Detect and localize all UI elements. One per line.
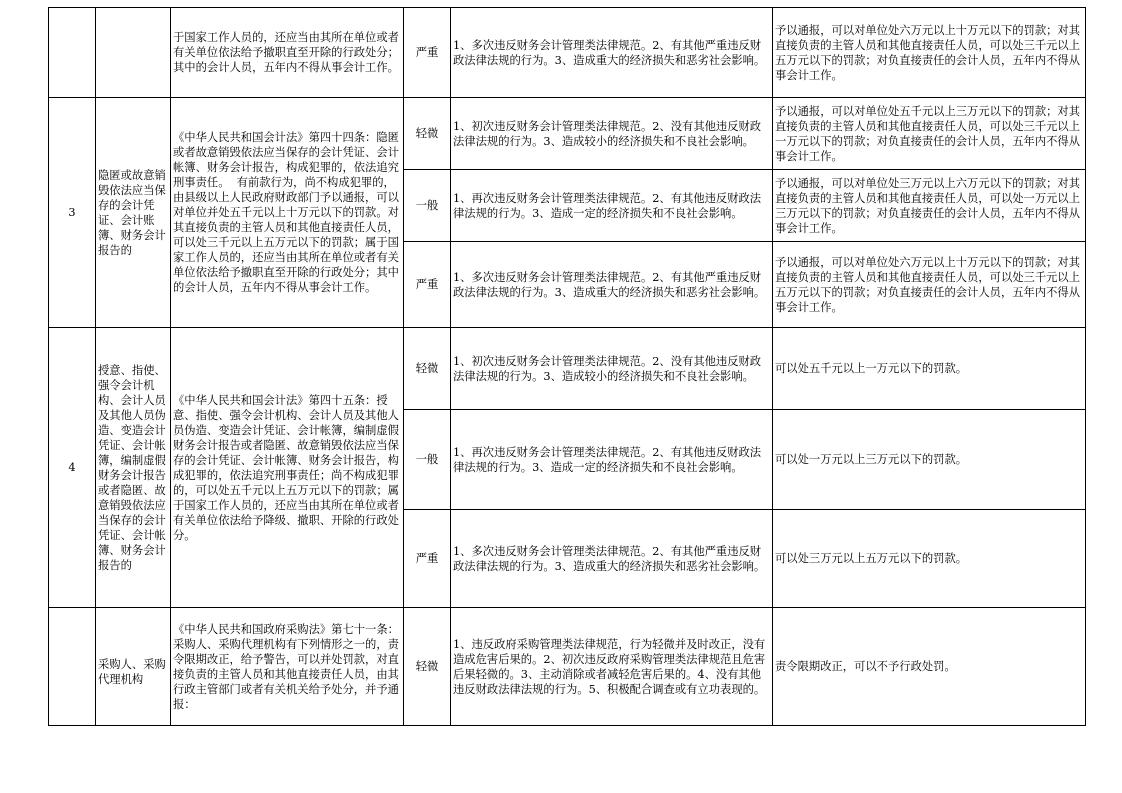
legal-basis-text: 《中华人民共和国会计法》第四十四条：隐匿或者故意销毁依法应当保存的会计凭证、会计帐簿、财务会计报告，构成犯罪的，依法追究刑事责任。 有前款行为，尚不构成犯罪的，由县级以上人民政府财政部门予以通报，可以对单位并处五千元以上十万元以下的罚款。对其直接负责的主管人员和其他直接责任人员，可以处三千元以上五万元以下的罚款；属于国家工作人员的，还应当由其所在单位或者有关单位依法给予撤职直至开除的行政处分；其中的会计人员，五年内不得从事会计工作。: [173, 131, 399, 294]
violation-cell: 授意、指使、强令会计机构、会计人员及其他人员伪造、变造会计凭证、会计帐簿，编制虚假财务会计报告或者隐匿、故意销毁依法应当保存的会计凭证、会计帐簿、财务会计报告的: [96, 328, 171, 608]
table-row: [49, 328, 1086, 410]
situation-cell: 1、初次违反财务会计管理类法律规范。2、没有其他违反财政法律法规的行为。3、造成较小的经济损失和不良社会影响。: [451, 328, 773, 410]
legal-basis-text: 《中华人民共和国会计法》第四十五条：授意、指使、强令会计机构、会计人员及其他人员伪造、变造会计凭证、会计帐簿，编制虚假财务会计报告或者隐匿、故意销毁依法应当保存的会计凭证、会计帐簿、财务会计报告，构成犯罪的，依法追究刑事责任；尚不构成犯罪的，可以处五千元以上五万元以下的罚款；属于国家工作人员的，还应当由其所在单位或者有关单位依法给予降级、撤职、开除的行政处分。: [173, 393, 399, 542]
penalty-cell: 可以处一万元以上三万元以下的罚款。: [773, 410, 1086, 510]
violation-text: 采购人、采购代理机构: [98, 657, 166, 686]
item-index-cell: [49, 8, 96, 98]
situation-cell: 1、多次违反财务会计管理类法律规范。2、有其他严重违反财政法律法规的行为。3、造成重大的经济损失和恶劣社会影响。: [451, 510, 773, 608]
item-index: 3: [49, 98, 96, 328]
legal-basis-cell: [171, 98, 404, 328]
item-index: [49, 608, 96, 726]
penalty-cell: 予以通报，可以对单位处五千元以上三万元以下的罚款；对其直接负责的主管人员和其他直接责任人员，可以处三千元以上一万元以下的罚款；对负直接责任的会计人员，五年内不得从事会计工作。: [773, 98, 1086, 170]
penalty-cell: 责令限期改正，可以不予行政处罚。: [773, 608, 1086, 726]
penalty-cell: 可以处五千元以上一万元以下的罚款。: [773, 328, 1086, 410]
table-viewport: [48, 23, 1085, 726]
table-row: [49, 98, 1086, 170]
legal-basis-cell: [171, 608, 404, 726]
penalty-cell: 予以通报，可以对单位处三万元以上六万元以下的罚款；对其直接负责的主管人员和其他直接责任人员，可以处一万元以上三万元以下的罚款；对负直接责任的会计人员，五年内不得从事会计工作。: [773, 170, 1086, 242]
situation-cell: 1、初次违反财务会计管理类法律规范。2、没有其他违反财政法律法规的行为。3、造成较小的经济损失和不良社会影响。: [451, 98, 773, 170]
violation-cell: [96, 608, 171, 726]
table-row: [49, 8, 1086, 98]
situation-cell: 1、违反政府采购管理类法律规范，行为轻微并及时改正，没有造成危害后果的。2、初次违反政府采购管理类法律规范且危害后果轻微的。3、主动消除或者减轻危害后果的。4、没有其他违反财政法律法规的行为。5、积极配合调查或有立功表现的。: [451, 608, 773, 726]
severity-level: 轻微: [404, 328, 451, 410]
severity-level: 轻微: [404, 608, 451, 726]
penalty-cell: 予以通报，可以对单位处六万元以上十万元以下的罚款；对其直接负责的主管人员和其他直接责任人员，可以处三千元以上五万元以下的罚款；对负直接责任的会计人员，五年内不得从事会计工作。: [773, 242, 1086, 328]
table-row: [49, 608, 1086, 726]
legal-basis-cell: [171, 8, 404, 98]
legal-basis-text: 于国家工作人员的，还应当由其所在单位或者有关单位依法给予撤职直至开除的行政处分；其中的会计人员，五年内不得从事会计工作。: [173, 31, 399, 74]
legal-basis-text: 《中华人民共和国政府采购法》第七十一条：采购人、采购代理机构有下列情形之一的，责令限期改正，给予警告，可以并处罚款，对直接负责的主管人员和其他直接责任人员，由其行政主管部门或者有关机关给予处分，并予通报：: [173, 623, 399, 711]
legal-basis-cell: [171, 328, 404, 608]
severity-level: 轻微: [404, 98, 451, 170]
severity-level: 严重: [404, 8, 451, 98]
penalty-cell: 予以通报，可以对单位处六万元以上十万元以下的罚款；对其直接负责的主管人员和其他直接责任人员，可以处三千元以上五万元以下的罚款；对负直接责任的会计人员，五年内不得从事会计工作。: [773, 8, 1086, 98]
violation-cell: 隐匿或故意销毁依法应当保存的会计凭证、会计账簿、财务会计报告的: [96, 98, 171, 328]
violation-cell: [96, 8, 171, 98]
severity-level: 严重: [404, 242, 451, 328]
penalty-standard-table: [48, 7, 1086, 726]
situation-cell: 1、再次违反财务会计管理类法律规范。2、有其他违反财政法律法规的行为。3、造成一定的经济损失和不良社会影响。: [451, 410, 773, 510]
situation-cell: 1、多次违反财务会计管理类法律规范。2、有其他严重违反财政法律法规的行为。3、造成重大的经济损失和恶劣社会影响。: [451, 8, 773, 98]
severity-level: 严重: [404, 510, 451, 608]
severity-level: 一般: [404, 410, 451, 510]
penalty-cell: 可以处三万元以上五万元以下的罚款。: [773, 510, 1086, 608]
situation-cell: 1、再次违反财务会计管理类法律规范。2、有其他违反财政法律法规的行为。3、造成一定的经济损失和不良社会影响。: [451, 170, 773, 242]
item-index: 4: [49, 328, 96, 608]
severity-level: 一般: [404, 170, 451, 242]
situation-cell: 1、多次违反财务会计管理类法律规范。2、有其他严重违反财政法律法规的行为。3、造成重大的经济损失和恶劣社会影响。: [451, 242, 773, 328]
